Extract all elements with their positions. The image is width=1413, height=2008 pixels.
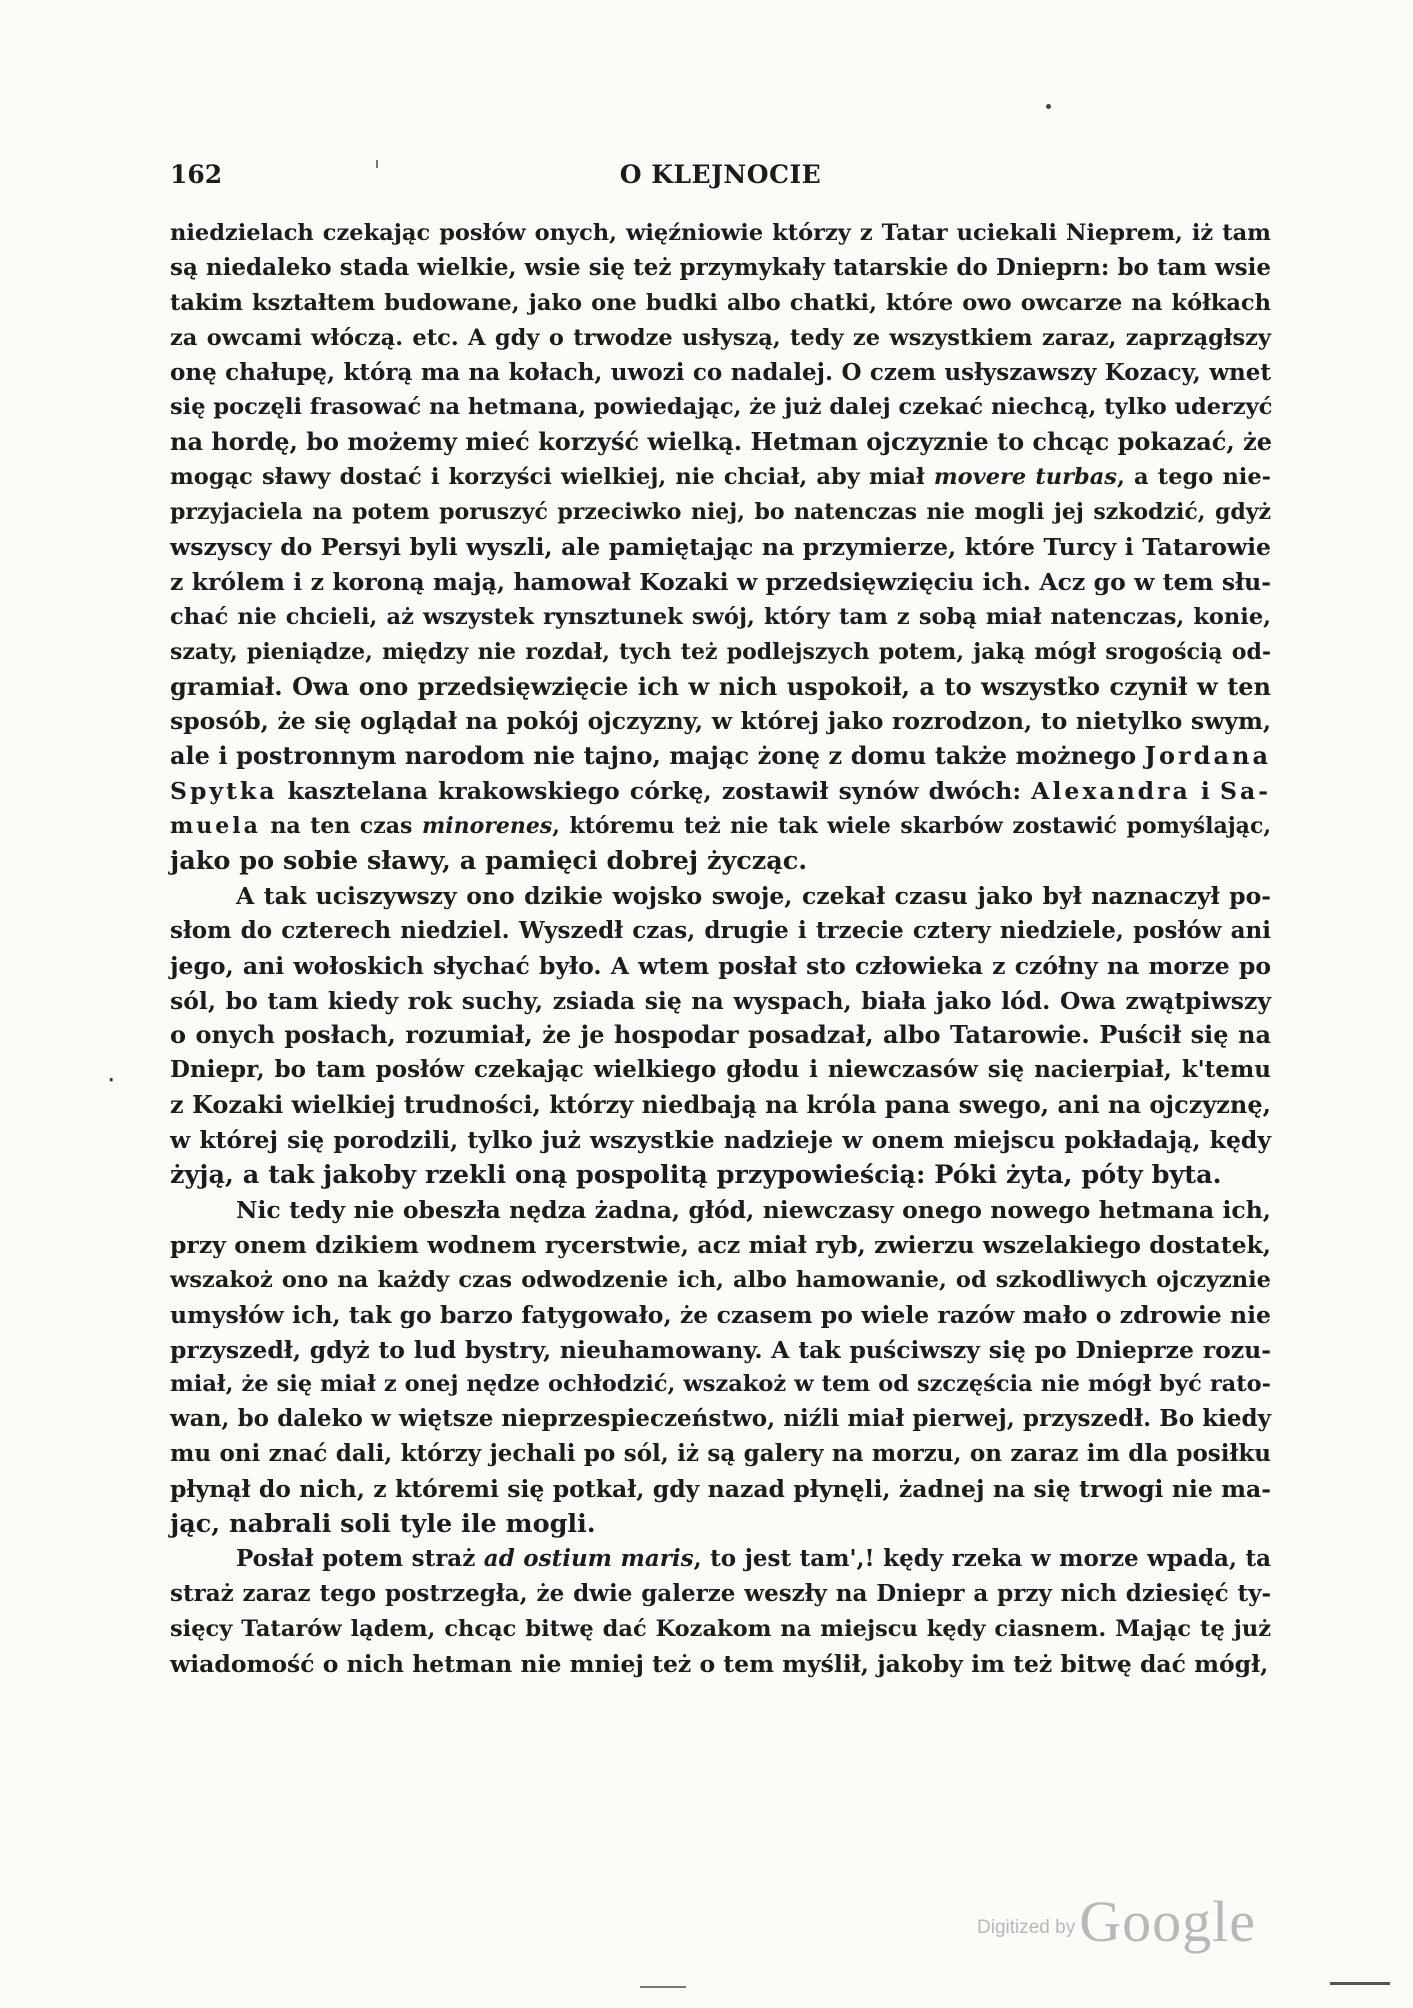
- text-line: [170, 1437, 1271, 1472]
- spaced-name: Jordana: [1144, 741, 1271, 771]
- text-line: [170, 1507, 1271, 1542]
- text-segment: i: [1190, 777, 1221, 806]
- text-line: [170, 565, 1271, 600]
- text-segment: na ten czas: [260, 813, 422, 840]
- text-segment: jego, ani wołoskich słychać było. A wtem posłał sto człowieka z czółny na morze po: [170, 951, 1271, 980]
- text-segment: gramiał. Owa ono przedsięwzięcie ich w nich uspokoił, a to wszystko czynił w ten: [170, 671, 1271, 701]
- text-segment: chać nie chcieli, aż wszystek rynsztunek swój, który tam z sobą miał natenczas, konie,: [170, 603, 1271, 630]
- spaced-name: Sa-: [1220, 777, 1271, 806]
- text-line: [170, 251, 1271, 286]
- text-segment: przy onem dzikiem wodnem rycerstwie, acz miał ryb, zwierzu wszelakiego dostatek,: [170, 1230, 1271, 1259]
- text-line: [170, 1088, 1271, 1123]
- text-segment: kasztelana krakowskiego córkę, zostawił synów dwóch:: [277, 777, 1032, 806]
- text-segment: płynął do nich, z któremi się potkał, gdy nazad płynęli, żadnej na się trwogi nie ma-: [170, 1475, 1271, 1504]
- text-line: [170, 949, 1271, 984]
- text-line: [170, 1542, 1271, 1577]
- text-segment: mu oni znać dali, którzy jechali po sól, iż są galery na morzu, on zaraz im dla posiłku: [170, 1440, 1271, 1468]
- text-segment: wan, bo daleko w więtsze nieprzespieczeństwo, niźli miał pierwej, przyszedł. Bo kiedy: [170, 1405, 1271, 1433]
- text-line: [170, 635, 1271, 670]
- text-line: [170, 216, 1271, 251]
- text-segment: szaty, pieniądze, między nie rozdał, tych też podlejszych potem, jaką mógł srogością od-: [170, 638, 1271, 665]
- text-line: [170, 495, 1271, 530]
- text-line: [170, 1367, 1271, 1402]
- text-line: [170, 1612, 1271, 1647]
- margin-mark: ‧: [108, 1068, 115, 1092]
- text-line: [170, 739, 1271, 774]
- text-line: [170, 774, 1271, 809]
- text-line: [170, 1053, 1271, 1088]
- text-line: [170, 914, 1271, 949]
- text-segment: jąc, nabrali soli tyle ile mogli.: [170, 1508, 596, 1539]
- corner-rule: [1330, 1982, 1390, 1985]
- text-line: [170, 390, 1271, 425]
- text-segment: wiadomość o nich hetman nie mniej też o tem myślił, jakoby im też bitwę dać mógł,: [170, 1649, 1269, 1678]
- paragraph: [170, 216, 1271, 879]
- text-segment: umysłów ich, tak go barzo fatygowało, że czasem po wiele razów mało o zdrowie nie: [170, 1300, 1271, 1329]
- text-segment: niedzielach czekając posłów onych, więźniowie którzy z Tatar uciekali Nieprem, iż tam: [170, 220, 1271, 246]
- text-line: [170, 1298, 1271, 1333]
- text-line: [170, 460, 1271, 495]
- text-line: [170, 1018, 1271, 1053]
- text-segment: Nic tedy nie obeszła nędza żadna, głód, niewczasy onego nowego hetmana ich,: [236, 1195, 1271, 1224]
- paragraph: [170, 1542, 1271, 1682]
- text-line: [170, 1333, 1271, 1368]
- text-segment: z królem i z koroną mają, hamował Kozaki w przedsięwzięciu ich. Acz go w tem słu-: [170, 567, 1271, 596]
- text-line: [170, 1472, 1271, 1507]
- text-line: [170, 530, 1271, 565]
- text-line: [170, 879, 1271, 914]
- text-line: [170, 809, 1271, 844]
- text-segment: miał, że się miał z onej nędze ochłodzić, wszakoż w tem od szczęścia nie mógł być rato-: [170, 1371, 1271, 1398]
- text-segment: wszyscy do Persyi byli wyszli, ale pamiętając na przymierze, które Turcy i Tatarowie: [170, 533, 1271, 562]
- text-line: [170, 1193, 1271, 1228]
- text-segment: wszakoż ono na każdy czas odwodzenie ich, albo hamowanie, od szkodliwych ojczyznie: [170, 1266, 1271, 1293]
- running-head: O KLEJNOCIE: [619, 160, 822, 189]
- text-line: [170, 844, 1271, 879]
- text-segment: z Kozaki wielkiej trudności, którzy niedbają na króla pana swego, ani na ojczyznę,: [170, 1090, 1271, 1120]
- text-line: [170, 321, 1271, 356]
- text-line: [170, 1263, 1271, 1298]
- digitized-by-google-watermark: [977, 1888, 1256, 1955]
- text-line: [170, 1647, 1271, 1682]
- scan-speck: [1046, 104, 1051, 109]
- text-segment: za owcami włóczą. etc. A gdy o trwodze usłyszą, tedy ze wszystkiem zaraz, zaprzągłszy: [170, 324, 1271, 351]
- paragraph: [170, 1193, 1271, 1542]
- text-segment: przyszedł, gdyż to lud bystry, nieuhamowany. A tak puściwszy się po Dnieprze rozu-: [170, 1335, 1271, 1364]
- text-segment: na hordę, bo możemy mieć korzyść wielką. Hetman ojczyznie to chcąc pokazać, że: [170, 427, 1272, 457]
- text-line: [170, 1158, 1271, 1193]
- italic-phrase: movere turbas: [933, 464, 1117, 491]
- text-segment: w której się porodzili, tylko już wszystkie nadzieje w onem miejscu pokładają, kędy: [170, 1126, 1271, 1155]
- text-segment: żyją, a tak jakoby rzekli oną pospolitą przypowieścią: Póki żyta, póty byta.: [170, 1160, 1222, 1191]
- watermark-logo-text: Google: [1079, 1889, 1256, 1954]
- text-segment: słom do czterech niedziel. Wyszedł czas, drugie i trzecie cztery niedziele, posłów ani: [170, 916, 1271, 944]
- spaced-name: Alexandra: [1031, 777, 1191, 806]
- spaced-name: Spytka: [170, 777, 278, 806]
- text-segment: o onych posłach, rozumiał, że je hospodar posadzał, albo Tatarowie. Puścił się na: [170, 1020, 1271, 1050]
- text-segment: takim kształtem budowane, jako one budki albo chatki, które owo owcarze na kółkach: [170, 289, 1271, 316]
- text-line: [170, 1228, 1271, 1263]
- text-segment: Dniepr, bo tam posłów czekając wielkiego głodu i niewczasów się nacierpiał, k'temu: [170, 1056, 1271, 1084]
- text-line: [170, 670, 1271, 705]
- text-segment: są niedaleko stada wielkie, wsie się też przymykały tatarskie do Dnieprn: bo tam wsie: [170, 253, 1271, 281]
- text-line: [170, 704, 1271, 739]
- text-segment: , któremu też nie tak wiele skarbów zostawić pomyślając,: [552, 813, 1271, 840]
- text-segment: sposób, że się oglądał na pokój ojczyzny, w której jako rozrodzon, to nietylko swym,: [170, 707, 1271, 736]
- text-segment: ale i postronnym narodom nie tajno, mając żonę z domu także możnego: [170, 741, 1145, 771]
- text-segment: przyjaciela na potem poruszyć przeciwko niej, bo natenczas nie mogli jej szkodzić, gdyż: [170, 499, 1271, 526]
- text-line: [170, 984, 1271, 1019]
- text-line: [170, 286, 1271, 321]
- text-segment: mogąc sławy dostać i korzyści wielkiej, nie chciał, aby miał: [170, 464, 934, 491]
- watermark-small-text: Digitized by: [977, 1917, 1076, 1938]
- text-line: [170, 425, 1271, 460]
- spaced-name: muela: [170, 813, 261, 840]
- text-segment: straż zaraz tego postrzegła, że dwie galerze weszły na Dniepr a przy nich dziesięć ty-: [170, 1579, 1271, 1607]
- bottom-rule: [640, 1986, 686, 1988]
- page-header: [170, 160, 1271, 200]
- paragraph: [170, 879, 1271, 1193]
- text-segment: A tak uciszywszy ono dzikie wojsko swoje, czekał czasu jako był naznaczył po-: [236, 881, 1271, 910]
- text-segment: , a tego nie-: [1116, 464, 1272, 491]
- italic-phrase: ad ostium maris: [483, 1544, 694, 1572]
- text-segment: sól, bo tam kiedy rok suchy, zsiada się na wyspach, biała jako lód. Owa zwątpiwszy: [170, 986, 1271, 1015]
- text-segment: sięcy Tatarów lądem, chcąc bitwę dać Kozakom na miejscu kędy ciasnem. Mając tę już: [170, 1615, 1271, 1642]
- text-line: [170, 600, 1271, 635]
- text-segment: się poczęli frasować na hetmana, powiedając, że już dalej czekać niechcą, tylko uderzyć: [170, 394, 1273, 421]
- page-number: 162: [170, 160, 223, 189]
- text-segment: jako po sobie sławy, a pamięci dobrej życząc.: [170, 846, 808, 877]
- text-line: [170, 1577, 1271, 1612]
- text-segment: onę chałupę, którą ma na kołach, uwozi co nadalej. O czem usłyszawszy Kozacy, wnet: [170, 358, 1271, 386]
- text-segment: , to jest tam',! kędy rzeka w morze wpada, ta: [693, 1544, 1271, 1572]
- text-line: [170, 1402, 1271, 1437]
- text-segment: Posłał potem straż: [236, 1544, 484, 1572]
- text-line: [170, 1123, 1271, 1158]
- italic-phrase: minorenes: [421, 813, 553, 840]
- body-text: [170, 216, 1271, 1681]
- text-line: [170, 356, 1271, 391]
